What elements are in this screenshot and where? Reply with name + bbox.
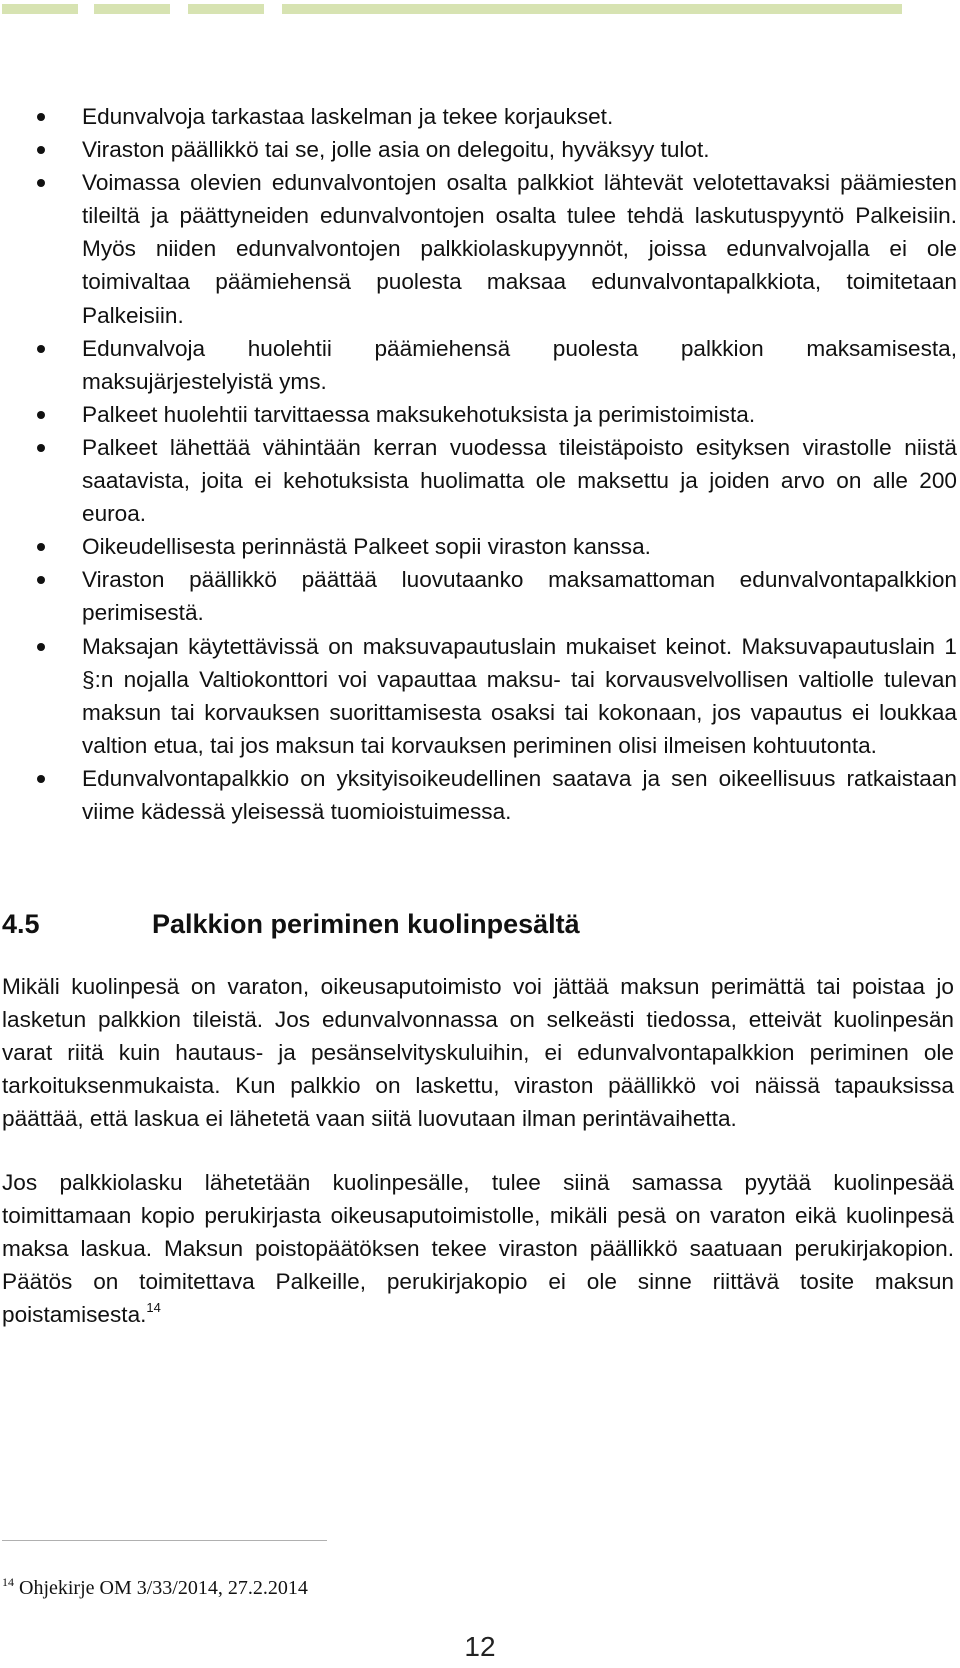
bullet-icon [37, 113, 45, 121]
list-item: Maksajan käytettävissä on maksuvapautuslain mukaiset keinot. Maksuvapautuslain 1 §:n nojalla Valtiokonttori voi vapauttaa maksu- tai korvausvelvollisen valtiolle tulevan maksun tai korvauksen suorittamisesta osaksi tai kokonaan, jos vapautus ei loukkaa valtion etua, tai jos maksun tai korvauksen periminen olisi ilmeisen kohtuutonta. [37, 630, 957, 762]
bullet-icon [37, 775, 45, 783]
bullet-icon [37, 345, 45, 353]
bullet-icon [37, 179, 45, 187]
header-bar-2 [94, 4, 170, 14]
list-item: Voimassa olevien edunvalvontojen osalta palkkiot lähtevät velotettavaksi päämiesten tileiltä ja päättyneiden edunvalvontojen osalta tulee tehdä laskutuspyyntö Palkeisiin. Myös niiden edunvalvontojen palkkiolaskupyynnöt, joissa edunvalvojalla ei ole toimivaltaa päämiehensä puolesta maksaa edunvalvontapalkkiota, toimitetaan Palkeisiin. [37, 166, 957, 331]
section-title: Palkkion periminen kuolinpesältä [152, 909, 580, 939]
bullet-icon [37, 643, 45, 651]
paragraph-1: Mikäli kuolinpesä on varaton, oikeusaputoimisto voi jättää maksun perimättä tai poistaa jo lasketun palkkion tileistä. Jos edunvalvonnassa on selkeästi tiedossa, etteivät kuolinpesän varat riitä kuin hautaus- ja pesänselvityskuluihin, ei edunvalvontapalkkion periminen ole tarkoituksenmukaista. Kun palkkio on laskettu, viraston päällikkö voi näissä tapauksissa päättää, että laskua ei lähetetä vaan siitä luovutaan ilman perintävaihetta. [2, 974, 954, 1132]
section-heading [2, 906, 952, 942]
bullet-icon [37, 444, 45, 452]
footnote-text: Ohjekirje OM 3/33/2014, 27.2.2014 [19, 1577, 308, 1599]
paragraph-2: Jos palkkiolasku lähetetään kuolinpesälle, tulee siinä samassa pyytää kuolinpesää toimittamaan kopio perukirjasta oikeusaputoimistolle, mikäli pesä on varaton eikä kuolinpesä maksa laskua. Maksun poistopäätöksen tekee viraston päällikkö saatuaan perukirjakopion. Päätös on toimitettava Palkeille, perukirjakopio ei ole sinne riittävä tosite maksun poistamisesta.$^{14}$ [2, 1170, 954, 1328]
section-number: 4.5 [2, 909, 40, 939]
header-bar-4 [282, 4, 902, 14]
header-bar-3 [188, 4, 264, 14]
bullet-icon [37, 411, 45, 419]
bullet-icon [37, 543, 45, 551]
bullet-icon [37, 146, 45, 154]
footnote-number: 14 [2, 1575, 14, 1589]
bullet-list [37, 100, 957, 828]
list-item: Palkeet lähettää vähintään kerran vuodessa tileistäpoisto esityksen virastolle niistä saatavista, joita ei kehotuksista huolimatta ole maksettu ja joiden arvo on alle 200 euroa. [37, 431, 957, 530]
list-item: Edunvalvoja huolehtii päämiehensä puolesta palkkion maksamisesta, maksujärjestelyistä yms. [37, 332, 957, 398]
list-item: Edunvalvontapalkkio on yksityisoikeudellinen saatava ja sen oikeellisuus ratkaistaan viime kädessä yleisessä tuomioistuimessa. [37, 762, 957, 828]
list-item: Oikeudellisesta perinnästä Palkeet sopii viraston kanssa. [37, 530, 957, 563]
list-item: Palkeet huolehtii tarvittaessa maksukehotuksista ja perimistoimista. [37, 398, 957, 431]
footnote-divider [2, 1540, 327, 1541]
list-item: Viraston päällikkö tai se, jolle asia on delegoitu, hyväksyy tulot. [37, 133, 957, 166]
footnote [2, 1576, 702, 1600]
footnote-reference[interactable]: 14 [146, 1300, 161, 1316]
list-item: Viraston päällikkö päättää luovutaanko maksamattoman edunvalvontapalkkion perimisestä. [37, 563, 957, 629]
list-item: Edunvalvoja tarkastaa laskelman ja tekee korjaukset. [37, 100, 957, 133]
bullet-icon [37, 576, 45, 584]
page-number: 12 [464, 1631, 496, 1662]
header-bar-1 [2, 4, 78, 14]
